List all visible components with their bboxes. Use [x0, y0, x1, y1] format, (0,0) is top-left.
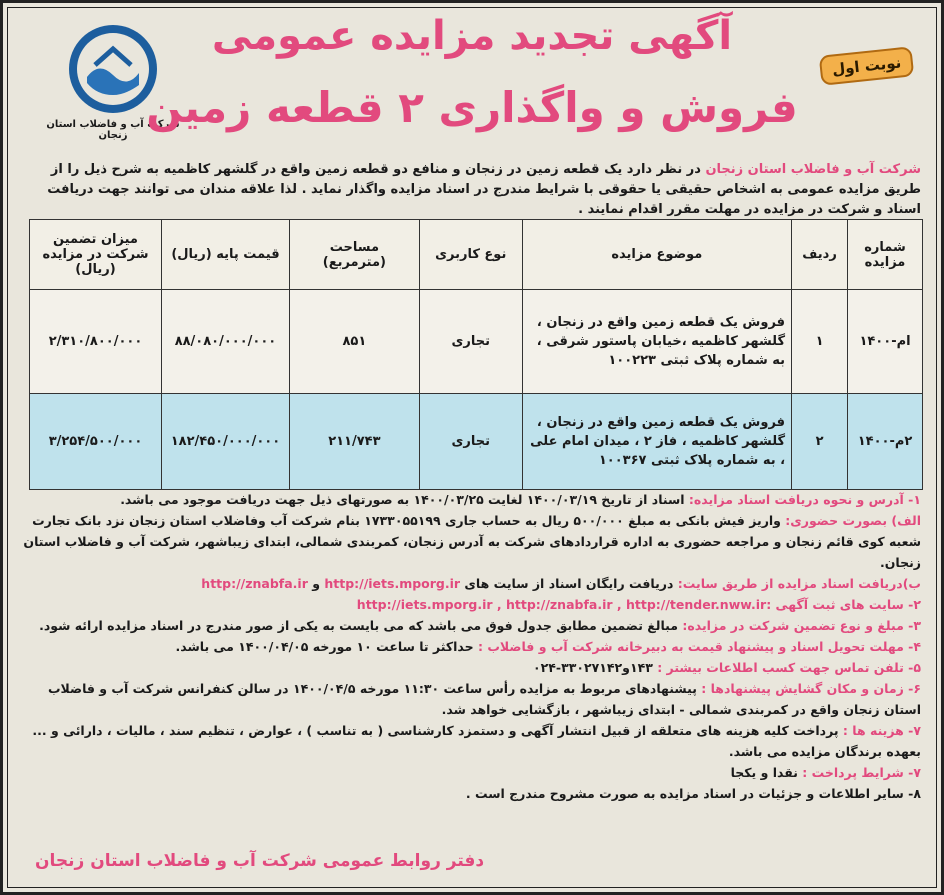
- cell-base-price: ۸۸/۰۸۰/۰۰۰/۰۰۰: [161, 290, 289, 394]
- term-7: [23, 720, 921, 762]
- term-4-text: حداکثر تا ساعت ۱۰ مورخه ۱۴۰۰/۰۴/۰۵ می باشد.: [175, 639, 478, 654]
- page-title: آگهی تجدید مزایده عمومی: [211, 13, 733, 59]
- term-3-label: ۳- مبلغ و نوع تضمین شرکت در مزایده:: [682, 618, 921, 633]
- cell-area: ۲۱۱/۷۴۳: [289, 394, 419, 490]
- term-5-label: ۵- تلفن تماس جهت کسب اطلاعات بیشتر :: [657, 660, 921, 675]
- header-usage: نوع کاربری: [419, 220, 522, 290]
- term-a-text: واریز فیش بانکی به مبلغ ۵۰۰/۰۰۰ ریال به حساب جاری ۱۷۳۳۰۵۵۱۹۹ بنام شرکت آب وفاضلاب استان زنجان نزد بانک تجارت شعبه کوی قائم زنجان و مراجعه حضوری به اداره قراردادهای شرکت به آدرس زنجان، کمربندی شمالی، ابتدای زیباشهر، شرکت آب و فاضلاب استان زنجان.: [23, 513, 921, 570]
- cell-guarantee: ۲/۳۱۰/۸۰۰/۰۰۰: [30, 290, 162, 394]
- term-7-text: پرداخت کلیه هزینه های متعلقه از قبیل انتشار آگهی و دستمزد کارشناسی ( به تناسب ) ، عوارض ، تنظیم سند ، مالیات ، دارائی و ... بعهده برندگان مزایده می باشد.: [32, 723, 921, 759]
- term-7b: [23, 762, 921, 783]
- cell-guarantee: ۳/۲۵۴/۵۰۰/۰۰۰: [30, 394, 162, 490]
- page-subtitle: فروش و واگذاری ۲ قطعه زمین: [146, 83, 798, 132]
- term-1: [23, 489, 921, 510]
- term-4-label: ۴- مهلت تحویل اسناد و پیشنهاد قیمت به دبیرخانه شرکت آب و فاضلاب :: [478, 639, 921, 654]
- term-3-text: مبالغ تضمین مطابق جدول فوق می باشد که می بایست به یکی از صور مندرج در اسناد مزایده ارائه شود.: [39, 618, 683, 633]
- term-8: ۸- سایر اطلاعات و جزئیات در اسناد مزایده به صورت مشروح مندرج است .: [465, 786, 921, 801]
- table-header-row: [30, 220, 923, 290]
- terms-section: [23, 489, 921, 804]
- intro-text: در نظر دارد یک قطعه زمین در زنجان و منافع دو قطعه زمین واقع در گلشهر کاظمیه به شرح ذیل را از طریق مزایده عمومی به اشخاص حقیقی یا حقوقی با شرایط مندرج در اسناد مزایده واگذار نماید . لذا علاقه مندان می توانند جهت دریافت اسناد و شرکت در مزایده در مهلت مقرر اقدام نمایند .: [47, 162, 921, 217]
- cell-auction-no: ام-۱۴۰۰: [848, 290, 923, 394]
- cell-usage: تجاری: [419, 290, 522, 394]
- term-7b-text: نقدا و یکجا: [730, 765, 803, 780]
- term-b-and: و: [307, 576, 325, 591]
- term-b: [23, 573, 921, 594]
- znabfa-link[interactable]: http://znabfa.ir: [201, 576, 308, 591]
- cell-subject: فروش یک قطعه زمین واقع در زنجان ، گلشهر کاظمیه ، فاز ۲ ، میدان امام علی ، به شماره پلاک ثبتی ۱۰۰۳۶۷: [522, 394, 791, 490]
- header-subject: موضوع مزایده: [522, 220, 791, 290]
- cell-usage: تجاری: [419, 394, 522, 490]
- logo-caption: شرکت آب و فاضلاب استان زنجان: [46, 119, 180, 141]
- term-5: [23, 657, 921, 678]
- term-6-text: پیشنهادهای مربوط به مزایده رأس ساعت ۱۱:۳۰ مورخه ۱۴۰۰/۰۴/۵ در سالن کنفرانس شرکت آب و فاضلاب استان زنجان واقع در کمربندی شمالی - ابتدای زیباشهر ، بازگشایی خواهد شد.: [47, 681, 921, 717]
- header-row: ردیف: [792, 220, 848, 290]
- public-relations-footer: دفتر روابط عمومی شرکت آب و فاضلاب استان زنجان: [35, 851, 485, 871]
- term-3: [23, 615, 921, 636]
- term-a-label: الف) بصورت حضوری:: [785, 513, 921, 528]
- term-6: [23, 678, 921, 720]
- iets-link[interactable]: http://iets.mporg.ir: [324, 576, 461, 591]
- header-base-price: قیمت پایه (ریال): [161, 220, 289, 290]
- term-6-label: ۶- زمان و مکان گشایش پیشنهادها :: [701, 681, 921, 696]
- table-row: [30, 394, 923, 490]
- term-1-label: ۱- آدرس و نحوه دریافت اسناد مزایده:: [688, 492, 921, 507]
- term-2: [23, 594, 921, 615]
- cell-auction-no: ۲م-۱۴۰۰: [848, 394, 923, 490]
- header-guarantee: میزان تضمین شرکت در مزایده (ریال): [30, 220, 162, 290]
- term-b-label: ب)دریافت اسناد مزایده از طریق سایت:: [677, 576, 921, 591]
- term-b-text: دریافت رایگان اسناد از سایت های: [460, 576, 678, 591]
- term-4: [23, 636, 921, 657]
- header-auction-no: شماره مزایده: [848, 220, 923, 290]
- cell-base-price: ۱۸۲/۴۵۰/۰۰۰/۰۰۰: [161, 394, 289, 490]
- first-publication-badge: نوبت اول: [818, 46, 914, 86]
- term-7b-label: ۷- شرایط پرداخت :: [802, 765, 921, 780]
- intro-company: شرکت آب و فاضلاب استان زنجان: [705, 162, 921, 177]
- table-row: [30, 290, 923, 394]
- term-2-links[interactable]: http://iets.mporg.ir , http://znabfa.ir , http://tender.nww.ir: [352, 597, 767, 612]
- cell-row: ۱: [792, 290, 848, 394]
- term-5-text: ۱۴۳و۳۳۰۲۷۱۴۲-۰۲۴: [533, 660, 658, 675]
- auction-table: [29, 219, 923, 490]
- term-2-label: ۲- سایت های ثبت آگهی :: [766, 597, 921, 612]
- intro-paragraph: [23, 160, 921, 220]
- term-a: [23, 510, 921, 573]
- cell-area: ۸۵۱: [289, 290, 419, 394]
- term-7-label: ۷- هزینه ها :: [842, 723, 921, 738]
- cell-row: ۲: [792, 394, 848, 490]
- header-area: مساحت (مترمربع): [289, 220, 419, 290]
- term-1-text: اسناد از تاریخ ۱۴۰۰/۰۳/۱۹ لغایت ۱۴۰۰/۰۳/۲۵ به صورتهای ذیل جهت دریافت موجود می باشد.: [120, 492, 689, 507]
- cell-subject: فروش یک قطعه زمین واقع در زنجان ، گلشهر کاظمیه ،خیابان پاستور شرقی ، به شماره پلاک ثبتی ۱۰۰۲۲۳: [522, 290, 791, 394]
